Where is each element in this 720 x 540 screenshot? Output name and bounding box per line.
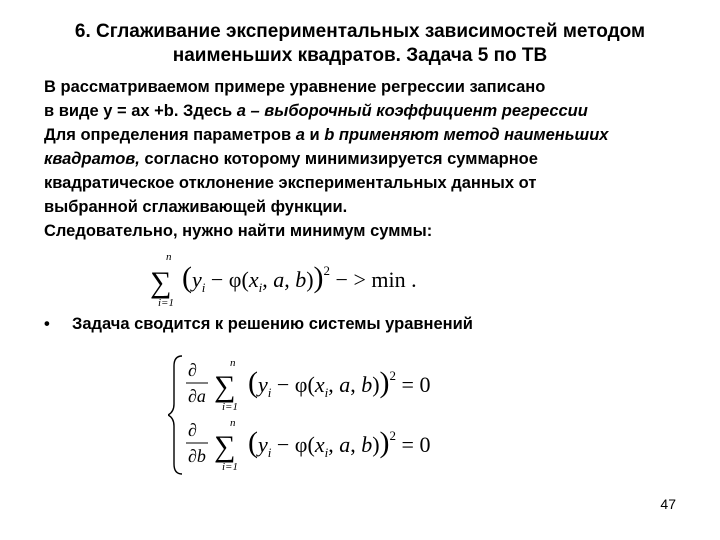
- minimization-formula: [140, 248, 500, 310]
- body-line: [44, 99, 694, 123]
- svg-text:i=1: i=1: [222, 401, 238, 413]
- body-line: [44, 195, 694, 219]
- formula-body: ($y_i - \varphi(x_i$, a, b))$^2$ − > min .: [182, 261, 417, 295]
- body-text-run: a: [295, 126, 305, 144]
- svg-text:∂a: ∂a: [188, 386, 206, 406]
- svg-text:n: n: [230, 357, 236, 369]
- body-text-run: согласно которому минимизируется суммарное: [139, 150, 538, 168]
- body-text-run: квадратов,: [44, 150, 140, 168]
- page-number: 47: [660, 496, 676, 512]
- title-line-1: 6. Сглаживание экспериментальных зависимостей методом: [74, 21, 646, 42]
- sum-upper-limit: n: [166, 251, 172, 263]
- body-line: [44, 123, 694, 147]
- bullet-text: Задача сводится к решению системы уравнений: [72, 315, 473, 333]
- svg-text:(yi − φ(xi, a, b))2 = 0: ($y_i - \varphi(x_i$, a, b))$^2$ = 0: [248, 366, 431, 400]
- body-text-run: квадратическое отклонение экспериментальных данных от: [44, 174, 537, 192]
- body-text-run: Следовательно, нужно найти минимум суммы:: [44, 222, 433, 240]
- svg-text:∑: ∑: [214, 430, 236, 463]
- body-text-run: a – выборочный коэффициент регрессии: [236, 102, 588, 120]
- svg-text:i=1: i=1: [222, 461, 238, 473]
- svg-text:∂: ∂: [188, 360, 197, 380]
- body-line: [44, 75, 694, 99]
- equation-1: [186, 357, 430, 413]
- body-text-run: и: [304, 126, 325, 144]
- equation-2: [186, 417, 430, 473]
- bullet-dot: •: [44, 315, 50, 333]
- equation-system: [168, 352, 468, 478]
- sum-lower-limit: i=1: [158, 297, 174, 309]
- system-brace: [168, 356, 182, 474]
- bullet-item: [44, 312, 473, 336]
- svg-text:n: n: [230, 417, 236, 429]
- body-line: [44, 219, 694, 243]
- body-text-run: Для определения параметров: [44, 126, 296, 144]
- svg-text:∂b: ∂b: [188, 446, 206, 466]
- sum-sign: ∑: [150, 266, 172, 299]
- body-text-run: выбранной сглаживающей функции.: [44, 198, 348, 216]
- title-line-2: наименьших квадратов. Задача 5 по ТВ: [172, 45, 548, 66]
- svg-text:∂: ∂: [188, 420, 197, 440]
- body-text-run: в виде y = ax +b. Здесь: [44, 102, 237, 120]
- body-paragraph: [44, 75, 694, 243]
- svg-text:(yi − φ(xi, a, b))2 = 0: ($y_i - \varphi(x_i$, a, b))$^2$ = 0: [248, 426, 431, 460]
- body-line: [44, 171, 694, 195]
- body-text-run: В рассматриваемом примере уравнение регрессии записано: [44, 78, 546, 96]
- slide-title: [40, 20, 680, 68]
- svg-text:∑: ∑: [214, 370, 236, 403]
- body-line: [44, 147, 694, 171]
- body-text-run: b применяют метод наименьших: [324, 126, 609, 144]
